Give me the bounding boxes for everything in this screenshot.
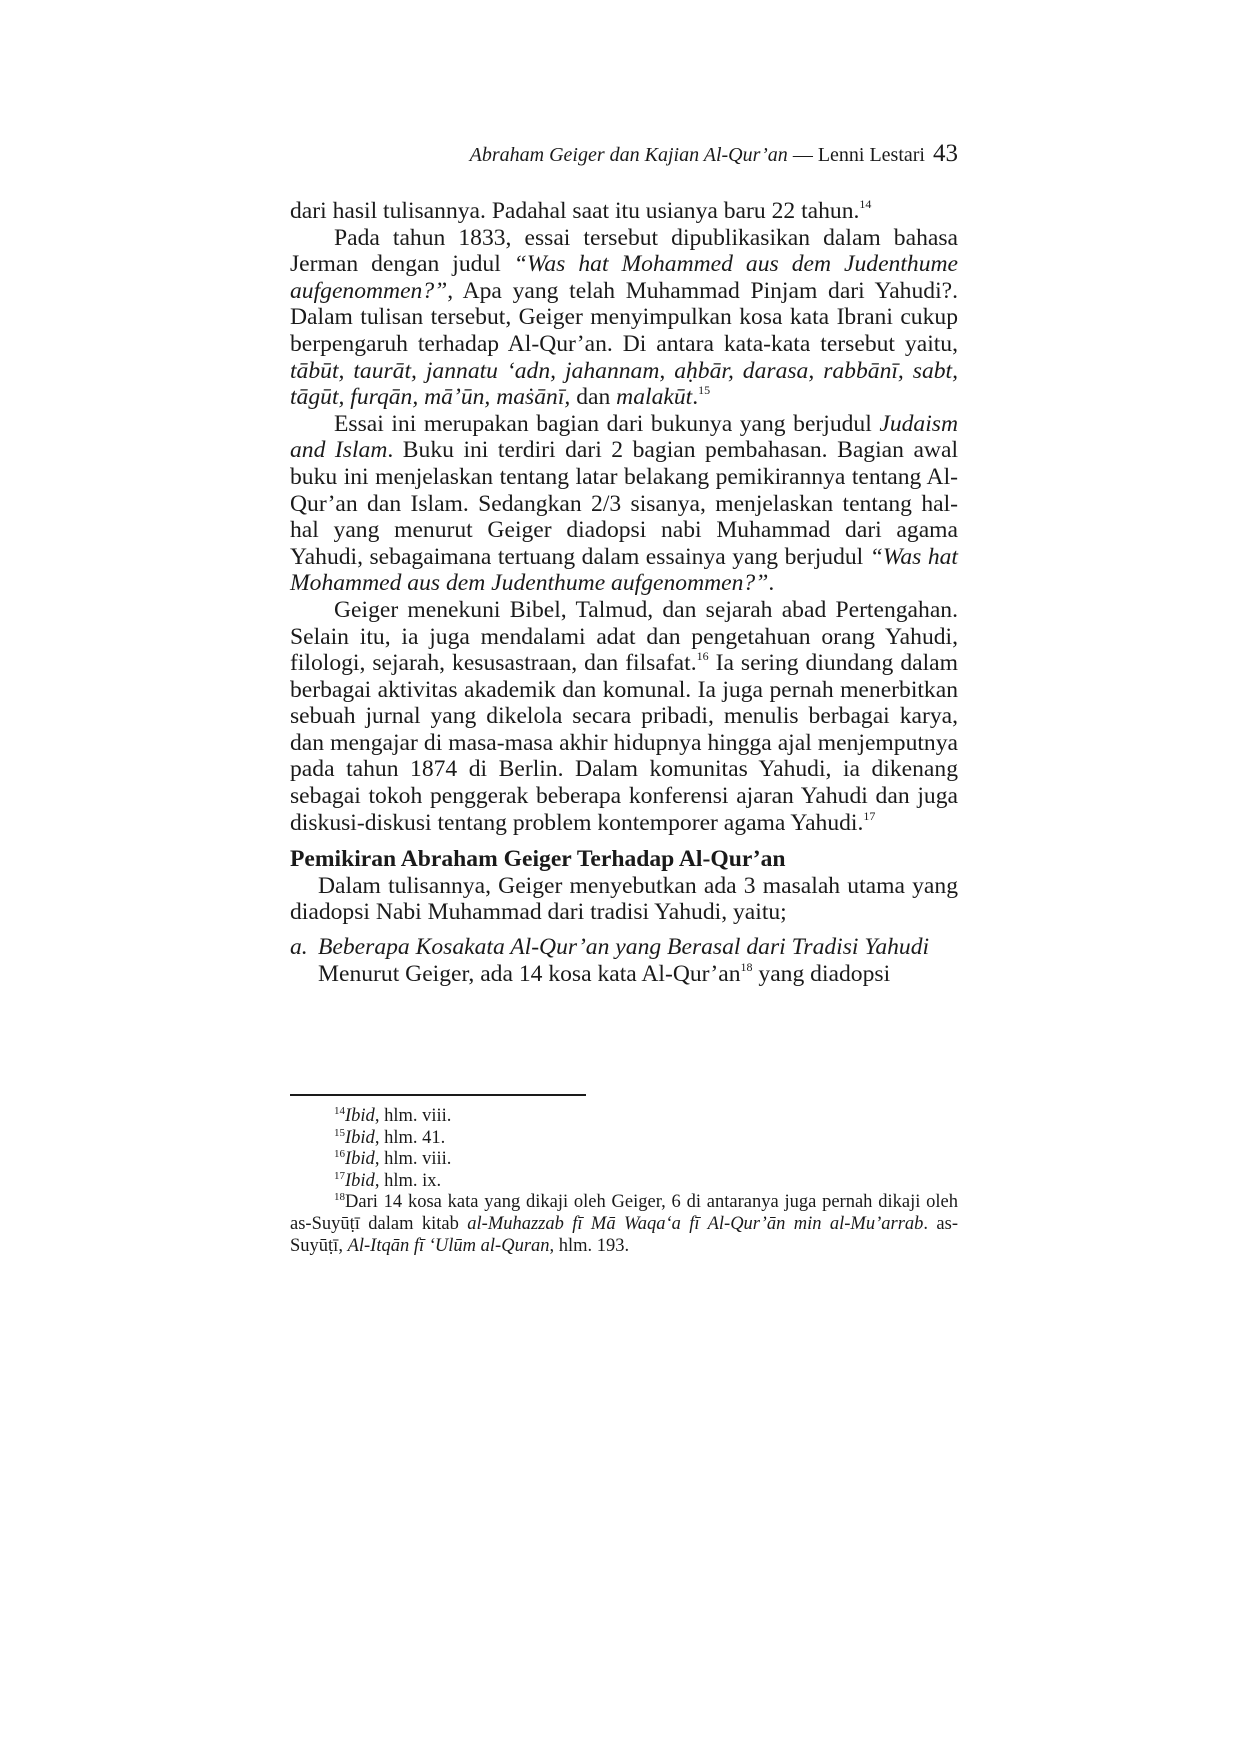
paragraph-3-text-c: . Buku ini terdiri dari 2 bagian pembahasan. Bagian awal buku ini menjelaskan tentang latar belakang pemikirannya tentang Al-Qur’an dan Islam. Sedangkan 2/3 sisanya, menjelaskan tentang hal-hal yang menurut Geiger diadopsi nabi Muhammad dari agama Yahudi, sebagaimana tertuang dalam essainya yang berjudul xyxy=(290,437,958,570)
subsection-a-heading xyxy=(290,934,958,961)
footnote-18-text-a: Dari 14 kosa kata yang dikaji oleh Geiger, 6 di antaranya juga pernah dikaji oleh as-Suyūṭī dalam kitab xyxy=(290,1192,958,1234)
paragraph-2-text-e: dan xyxy=(570,384,617,411)
running-header xyxy=(290,140,958,168)
footnote-15-rest: , hlm. 41. xyxy=(374,1127,446,1148)
running-header-author: Lenni Lestari xyxy=(817,144,925,166)
paragraph-2-text-c: , Apa yang telah Muhammad Pinjam dari Yahudi?. Dalam tulisan tersebut, Geiger menyimpulkan kosa kata Ibrani cukup berpengaruh terhadap Al-Qur’an. Di antara kata-kata tersebut yaitu, xyxy=(290,277,958,357)
footnote-17-rest: , hlm. ix. xyxy=(374,1170,442,1191)
subsection-a-marker: a. xyxy=(290,934,308,961)
footnotes xyxy=(290,1106,958,1257)
main-text xyxy=(290,198,958,987)
footnote-17-ref: Ibid xyxy=(345,1170,375,1191)
footnote-16 xyxy=(290,1149,958,1171)
paragraph-4-text-b: Ia sering diundang dalam berbagai aktivitas akademik dan komunal. Ia juga pernah menerbitkan sebuah jurnal yang dikelola secara pribadi, menulis berbagai karya, dan mengajar di masa-masa akhir hidupnya hingga ajal menjemputnya pada tahun 1874 di Berlin. Dalam komunitas Yahudi, ia dikenang sebagai tokoh penggerak beberapa konferensi ajaran Yahudi dan juga diskusi-diskusi tentang problem kontemporer agama Yahudi. xyxy=(290,650,958,836)
footnote-ref-17: 17 xyxy=(863,808,876,823)
footnote-18-kitab-title: al-Muhazzab fī Mā Waqa‘a fī Al-Qur’ān min al-Mu’arrab xyxy=(467,1213,924,1234)
running-header-title: Abraham Geiger dan Kajian Al-Qur’an xyxy=(469,144,788,166)
footnote-18-itqan-title: Al-Itqān fī ‘Ulūm al-Quran xyxy=(347,1235,550,1256)
paragraph-6-text-b: yang diadopsi xyxy=(752,960,891,987)
footnote-17 xyxy=(290,1171,958,1193)
footnote-14-rest: , hlm. viii. xyxy=(374,1106,452,1126)
paragraph-2-word-last: malakūt xyxy=(616,384,693,411)
paragraph-4 xyxy=(290,597,958,836)
footnote-16-rest: , hlm. viii. xyxy=(374,1149,452,1170)
footnote-ref-16: 16 xyxy=(696,649,709,664)
footnote-14-number: 14 xyxy=(334,1105,345,1117)
footnote-ref-18: 18 xyxy=(740,959,753,974)
paragraph-3-text-e: . xyxy=(768,570,775,597)
paragraph-2-text-g: . xyxy=(692,384,699,411)
section-heading: Pemikiran Abraham Geiger Terhadap Al-Qur’an xyxy=(290,846,786,873)
paragraph-4-text-a: Geiger menekuni Bibel, Talmud, dan sejarah abad Pertengahan. Selain itu, ia juga mendalami adat dan pengetahuan orang Yahudi, filologi, sejarah, kesusastraan, dan filsafat. xyxy=(290,596,958,677)
footnote-18-text-e: , hlm. 193. xyxy=(549,1235,630,1256)
paragraph-5: Dalam tulisannya, Geiger menyebutkan ada 3 masalah utama yang diadopsi Nabi Muhammad dari tradisi Yahudi, yaitu; xyxy=(290,872,958,926)
footnote-18 xyxy=(290,1192,958,1257)
paragraph-6-text-a: Menurut Geiger, ada 14 kosa kata Al-Qur’an xyxy=(318,960,741,987)
footnote-16-number: 16 xyxy=(334,1148,345,1161)
paragraph-2-title-quote: “Was hat Mohammed aus dem Judenthume aufgenommen?” xyxy=(290,251,958,304)
footnote-14-ref: Ibid xyxy=(345,1106,375,1126)
footnote-15-number: 15 xyxy=(334,1126,345,1139)
footnote-18-text-c: . as-Suyūṭī, xyxy=(290,1213,958,1256)
footnote-16-ref: Ibid xyxy=(345,1149,375,1170)
paragraph-3-book-title: Judaism and Islam xyxy=(290,410,958,464)
paragraph-3 xyxy=(290,411,958,597)
paragraph-2-word-list: tābūt, taurāt, jannatu ‘adn, jahannam, aḥbār, darasa, rabbānī, sabt, tāgūt, furqān, mā’ūn, maṡānī, xyxy=(290,357,958,411)
footnote-divider xyxy=(290,1094,586,1096)
running-header-separator: — xyxy=(787,144,818,166)
paragraph-2-text-a: Pada tahun 1833, essai tersebut dipublikasikan dalam bahasa Jerman dengan judul xyxy=(290,224,958,278)
paragraph-2 xyxy=(290,225,958,411)
subsection-a-title: Beberapa Kosakata Al-Qur’an yang Berasal dari Tradisi Yahudi xyxy=(318,934,930,961)
footnote-15-ref: Ibid xyxy=(345,1127,375,1148)
footnote-ref-15: 15 xyxy=(698,383,711,398)
footnote-17-number: 17 xyxy=(334,1169,345,1182)
footnote-ref-14: 14 xyxy=(859,197,872,211)
paragraph-3-title-quote: “Was hat Mohammed aus dem Judenthume aufgenommen?” xyxy=(290,543,958,597)
page-number: 43 xyxy=(933,140,958,167)
paragraph-3-text-a: Essai ini merupakan bagian dari bukunya yang berjudul xyxy=(334,410,880,437)
paragraph-1-text: dari hasil tulisannya. Padahal saat itu usianya baru 22 tahun. xyxy=(290,198,860,224)
footnote-15 xyxy=(290,1128,958,1150)
footnote-18-number: 18 xyxy=(334,1191,345,1204)
paragraph-6 xyxy=(290,961,958,988)
paragraph-1 xyxy=(290,198,958,225)
footnote-14 xyxy=(290,1106,958,1128)
